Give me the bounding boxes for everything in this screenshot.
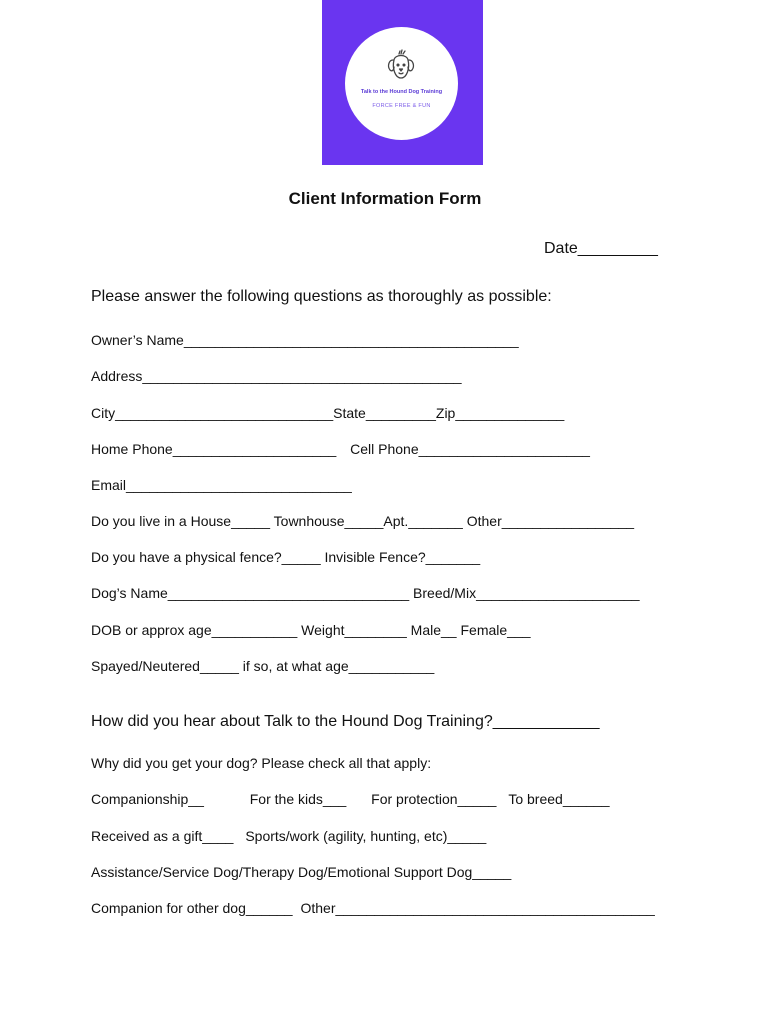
reasons-row-3 [91,864,511,880]
form-title: Client Information Form [288,189,482,208]
companion-other-dog-field[interactable]: Companion for other dog______ [91,900,293,916]
gift-field[interactable]: Received as a gift____ [91,828,234,844]
physical-fence-field[interactable]: Do you have a physical fence?_____ [91,549,321,565]
email-field[interactable]: Email_____________________________ [91,477,352,493]
male-field[interactable]: Male__ [410,622,457,638]
reasons-row-2 [91,828,486,844]
breed-mix-field[interactable]: Breed/Mix_____________________ [413,585,640,601]
residence-row [91,513,634,529]
state-field[interactable]: State_________ [333,405,436,421]
brand-tagline: FORCE FREE & FUN [372,103,431,109]
instructions: Please answer the following questions as thoroughly as possible: [91,288,552,305]
apt-field[interactable]: Apt._______ [383,513,463,529]
logo-circle [345,27,458,140]
logo-banner [322,0,483,165]
home-phone-field[interactable]: Home Phone_____________________ [91,441,337,457]
why-get-dog-question: Why did you get your dog? Please check all that apply: [91,755,432,771]
cell-phone-field[interactable]: Cell Phone______________________ [350,441,590,457]
city-state-zip-row [91,405,564,421]
to-breed-field[interactable]: To breed______ [508,791,610,807]
dog-name-row [91,585,640,601]
spayed-age-field[interactable]: if so, at what age___________ [242,658,435,674]
brand-name: Talk to the Hound Dog Training [360,89,443,95]
city-field[interactable]: City____________________________ [91,405,334,421]
email-row [91,477,352,493]
invisible-fence-field[interactable]: Invisible Fence?_______ [324,549,481,565]
dogs-name-field[interactable]: Dog’s Name_______________________________ [91,585,410,601]
zip-field[interactable]: Zip______________ [435,405,565,421]
reason-other-field[interactable]: Other_________________________________________ [300,900,655,916]
reasons-row-4 [91,900,655,916]
owners-name-row [91,332,519,348]
weight-field[interactable]: Weight________ [301,622,407,638]
address-row [91,368,462,384]
house-field[interactable]: Do you live in a House_____ [91,513,271,529]
owners-name-field[interactable]: Owner’s Name___________________________________________ [91,332,519,348]
spayed-field[interactable]: Spayed/Neutered_____ [91,658,239,674]
dog-icon [383,48,419,84]
date-field[interactable]: Date_________ [544,240,658,257]
address-field[interactable]: Address_________________________________________ [91,368,462,384]
companionship-field[interactable]: Companionship__ [91,791,204,807]
townhouse-field[interactable]: Townhouse_____ [273,513,384,529]
dob-field[interactable]: DOB or approx age___________ [91,622,298,638]
phone-row [91,441,590,457]
sports-field[interactable]: Sports/work (agility, hunting, etc)_____ [245,828,487,844]
protection-field[interactable]: For protection_____ [371,791,497,807]
assistance-field[interactable]: Assistance/Service Dog/Therapy Dog/Emotional Support Dog_____ [91,864,512,880]
female-field[interactable]: Female___ [460,622,531,638]
spayed-row [91,658,434,674]
residence-other-field[interactable]: Other_________________ [466,513,635,529]
dob-row [91,622,531,638]
reasons-row-1 [91,791,610,807]
for-kids-field[interactable]: For the kids___ [249,791,347,807]
hear-about-field[interactable]: How did you hear about Talk to the Hound Dog Training?____________ [91,713,600,730]
fence-row [91,549,480,565]
